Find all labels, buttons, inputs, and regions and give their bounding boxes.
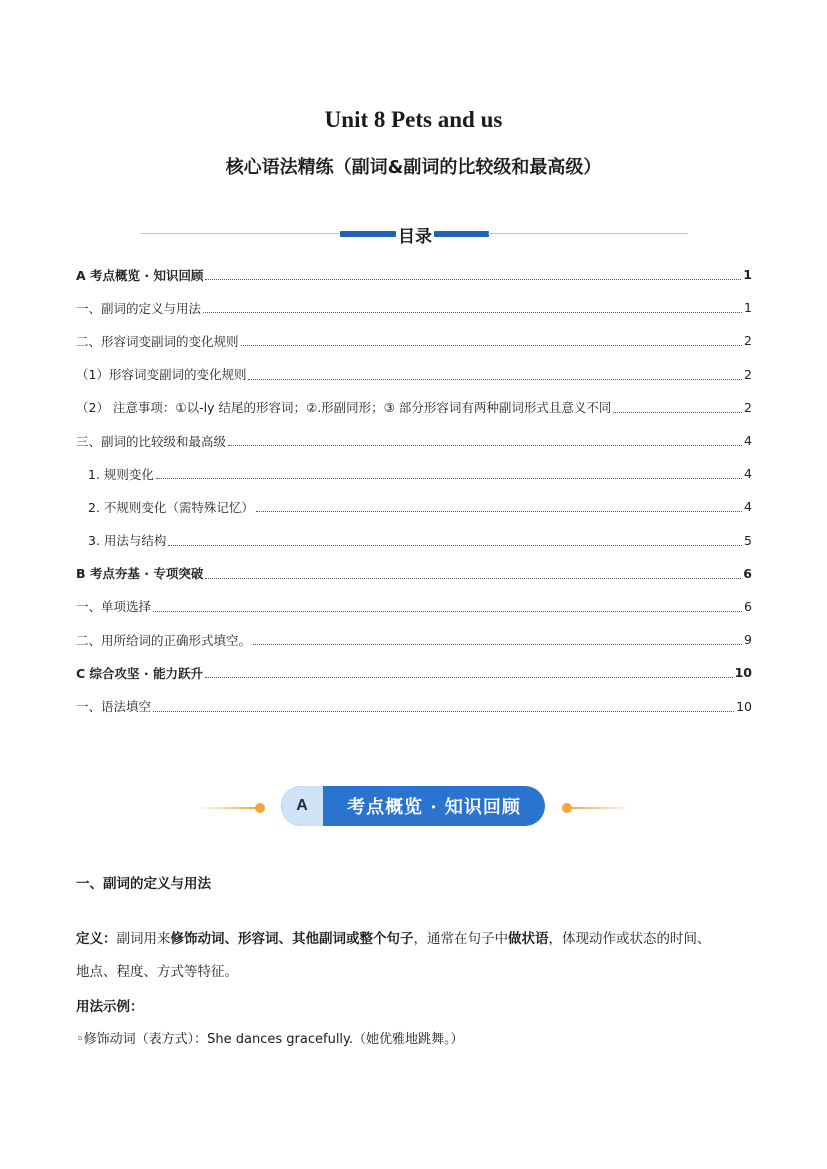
definition-emphasis-d: 做状语 xyxy=(508,931,549,947)
toc-leader xyxy=(205,568,741,579)
toc-entry-title: （1）形容词变副词的变化规则 xyxy=(76,367,247,383)
toc-entry-title: 二、用所给词的正确形式填空。 xyxy=(76,632,252,648)
toc-entry-title: B 考点夯基 · 专项突破 xyxy=(76,566,204,582)
toc-entry[interactable] xyxy=(76,291,752,324)
toc-entry-title: C 综合攻坚 · 能力跃升 xyxy=(76,665,203,681)
toc-header xyxy=(140,222,688,247)
toc-entry-page: 1 xyxy=(744,300,752,316)
usage-example: ◦修饰动词（表方式）：She dances gracefully.（她优雅地跳舞。） xyxy=(76,1032,464,1047)
toc-entry-title: 三、副词的比较级和最高级 xyxy=(76,433,227,449)
toc-entry-title: 1. 规则变化 xyxy=(88,466,154,482)
toc-leader xyxy=(253,634,742,645)
definition-line-1 xyxy=(76,927,766,947)
toc-entry-page: 2 xyxy=(744,333,752,349)
section-banner xyxy=(196,786,631,826)
toc-entry-title: A 考点概览 · 知识回顾 xyxy=(76,267,204,283)
toc-entry[interactable] xyxy=(76,258,752,291)
toc-entry[interactable] xyxy=(76,623,752,656)
toc-leader xyxy=(256,501,742,512)
definition-text-c: ，通常在句子中 xyxy=(413,931,508,947)
toc-entry-page: 5 xyxy=(744,532,752,548)
toc-entry-title: （2） 注意事项：①以-ly 结尾的形容词；②.形副同形；③ 部分形容词有两种副词形式且意义不同 xyxy=(76,400,612,416)
toc-entry[interactable] xyxy=(76,689,752,722)
toc-entry-title: 二、形容词变副词的变化规则 xyxy=(76,333,239,349)
toc-leader xyxy=(153,601,742,612)
toc-entry-page: 1 xyxy=(743,267,752,283)
toc-entry[interactable] xyxy=(76,457,752,490)
toc-leader xyxy=(248,369,742,380)
toc-entry-title: 一、副词的定义与用法 xyxy=(76,300,202,316)
toc-header-bar-right xyxy=(434,231,489,237)
usage-label: 用法示例： xyxy=(76,999,144,1015)
toc-entry-page: 2 xyxy=(744,366,752,382)
toc-entry-page: 4 xyxy=(744,499,752,515)
banner-dot-left xyxy=(255,803,265,813)
definition-line-2: 地点、程度、方式等特征。 xyxy=(76,964,238,980)
banner-wing-left xyxy=(196,807,256,809)
toc-entry[interactable] xyxy=(76,524,752,557)
toc-header-bar-left xyxy=(340,231,396,237)
toc-entry-title: 一、语法填空 xyxy=(76,699,152,715)
document-subtitle: 核心语法精练（副词&副词的比较级和最高级） xyxy=(225,157,602,178)
toc-header-line-left xyxy=(140,233,340,234)
definition-emphasis-b: 修饰动词、形容词、其他副词或整个句子 xyxy=(170,931,414,947)
toc-leader xyxy=(153,701,734,712)
toc-leader xyxy=(156,468,742,479)
toc-leader xyxy=(613,402,742,413)
toc-entry-title: 3. 用法与结构 xyxy=(88,533,167,549)
toc-entry-page: 10 xyxy=(736,698,752,714)
toc-entry-page: 10 xyxy=(734,665,752,681)
toc-header-label: 目录 xyxy=(398,227,432,247)
definition-text-a: 副词用来 xyxy=(116,931,171,947)
toc-entry[interactable] xyxy=(76,590,752,623)
toc-entry-page: 6 xyxy=(743,565,752,581)
toc-entry[interactable] xyxy=(76,557,752,590)
toc-entry[interactable] xyxy=(76,424,752,457)
banner-pill xyxy=(281,786,545,826)
toc-entry-page: 9 xyxy=(744,632,752,648)
toc-entry[interactable] xyxy=(76,656,752,689)
toc-leader xyxy=(205,269,741,280)
toc-entry-page: 4 xyxy=(744,433,752,449)
toc-entry[interactable] xyxy=(76,391,752,424)
toc-entry-page: 2 xyxy=(744,399,752,415)
toc-leader xyxy=(228,435,742,446)
toc-entry-title: 一、单项选择 xyxy=(76,599,152,615)
document-title: Unit 8 Pets and us xyxy=(324,107,503,132)
toc-leader xyxy=(168,535,742,546)
toc-entry-title: 2. 不规则变化（需特殊记忆） xyxy=(88,499,254,515)
table-of-contents xyxy=(76,258,752,723)
toc-entry[interactable] xyxy=(76,358,752,391)
definition-label: 定义： xyxy=(76,931,117,947)
toc-entry[interactable] xyxy=(76,490,752,523)
toc-leader xyxy=(205,667,733,678)
section-heading: 一、副词的定义与用法 xyxy=(76,876,211,892)
toc-entry-page: 4 xyxy=(744,466,752,482)
banner-wing-right xyxy=(571,807,631,809)
toc-header-line-right xyxy=(488,233,688,234)
toc-entry-page: 6 xyxy=(744,598,752,614)
definition-text-e: ，体现动作或状态的时间、 xyxy=(548,931,711,947)
banner-title: 考点概览 · 知识回顾 xyxy=(347,797,521,818)
banner-badge: A xyxy=(281,786,323,826)
toc-leader xyxy=(241,335,743,346)
toc-leader xyxy=(203,302,742,313)
toc-entry[interactable] xyxy=(76,324,752,357)
